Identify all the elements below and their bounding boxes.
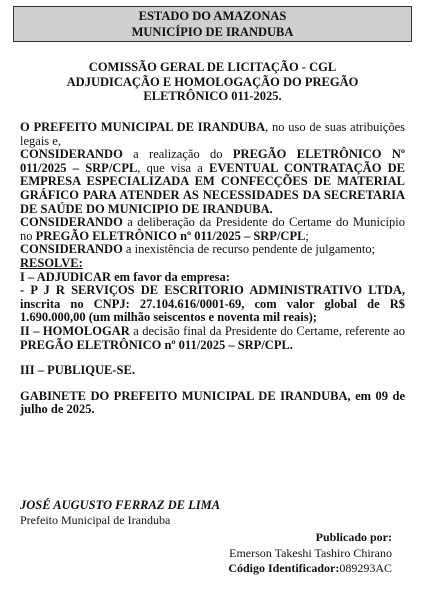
- considering-2-end: ;: [305, 228, 309, 243]
- item-2-mid: a decisão final da Presidente do Certame, referente ao: [129, 323, 405, 338]
- considering-3-rest: a inexistência de recurso pendente de julgamento;: [122, 242, 376, 257]
- closing-paragraph: GABINETE DO PREFEITO MUNICIPAL DE IRANDUBA, em 09 de julho de 2025.: [20, 388, 405, 417]
- considering-1: [20, 148, 405, 216]
- publisher-name: Emerson Takeshi Tashiro Chirano: [229, 545, 392, 560]
- header-state: ESTADO DO AMAZONAS: [138, 9, 287, 23]
- item-2-lead: II – HOMOLOGAR: [20, 323, 130, 338]
- considering-1-lead: CONSIDERANDO: [20, 147, 123, 162]
- item-2-ref: PREGÃO ELETRÔNICO nº 011/2025 – SRP/CPL.: [20, 337, 293, 352]
- considering-1-mid2: , que visa a: [137, 160, 209, 175]
- item-1-adjudicate: I – ADJUDICAR em favor da empresa:: [20, 269, 230, 284]
- considering-1-object: EVENTUAL CONTRATAÇÃO DE EMPRESA ESPECIALIZADA EM CONFECÇÕES DE MATERIAL GRÁFICO PARA ATENDER AS NECESSIDADES DA SECRETARIA DE SAÚDE DO MUNICIPIO DE IRANDUBA.: [20, 160, 406, 216]
- considering-2-ref: PREGÃO ELETRÔNICO nº 011/2025 – SRP/CPL: [35, 228, 306, 243]
- document-title: [20, 60, 405, 104]
- considering-2-mid: a deliberação da Presidente do Certame do Município no: [20, 215, 405, 243]
- considering-2: [20, 216, 405, 243]
- considering-1-ref: PREGÃO ELETRÔNICO Nº 011/2025 – SRP/CPL: [20, 147, 405, 175]
- intro-rest: , no uso de suas atribuições legais e,: [20, 120, 405, 148]
- identifier-code: 089293AC: [339, 561, 392, 575]
- identifier-line: [228, 561, 392, 577]
- resolve-heading: RESOLVE:: [20, 255, 83, 270]
- considering-2-lead: CONSIDERANDO: [20, 215, 123, 230]
- published-by-label: Publicado por:: [315, 530, 392, 544]
- title-line-1: COMISSÃO GERAL DE LICITAÇÃO - CGL: [88, 60, 337, 74]
- header-box: [13, 6, 412, 42]
- intro-subject: O PREFEITO MUNICIPAL DE IRANDUBA: [20, 120, 266, 134]
- item-2: [20, 325, 405, 352]
- header-municipality: MUNICÍPIO DE IRANDUBA: [131, 24, 294, 39]
- signatory-role: Prefeito Municipal de Iranduba: [20, 513, 171, 527]
- identifier-label: Código Identificador:: [228, 561, 340, 575]
- considering-3: [20, 243, 405, 257]
- signatory-name: JOSÉ AUGUSTO FERRAZ DE LIMA: [20, 498, 221, 512]
- document-body: [20, 121, 405, 417]
- considering-3-lead: CONSIDERANDO: [20, 242, 123, 257]
- publication-block: [228, 530, 392, 577]
- item-1-company: - P J R SERVIÇOS DE ESCRITORIO ADMINISTRATIVO LTDA, inscrita no CNPJ: 27.104.616/0001-69, com valor global de R$ 1.690.000,00 (um milhão seiscentos e noventa mil reais);: [20, 283, 405, 325]
- considering-1-mid: a realização do: [122, 147, 233, 162]
- item-3-publish: III – PUBLIQUE-SE.: [20, 363, 135, 378]
- title-line-3: ELETRÔNICO 011-2025.: [143, 89, 282, 104]
- intro-paragraph: [20, 121, 405, 148]
- title-line-2: ADJUDICAÇÃO E HOMOLOGAÇÃO DO PREGÃO: [66, 74, 359, 89]
